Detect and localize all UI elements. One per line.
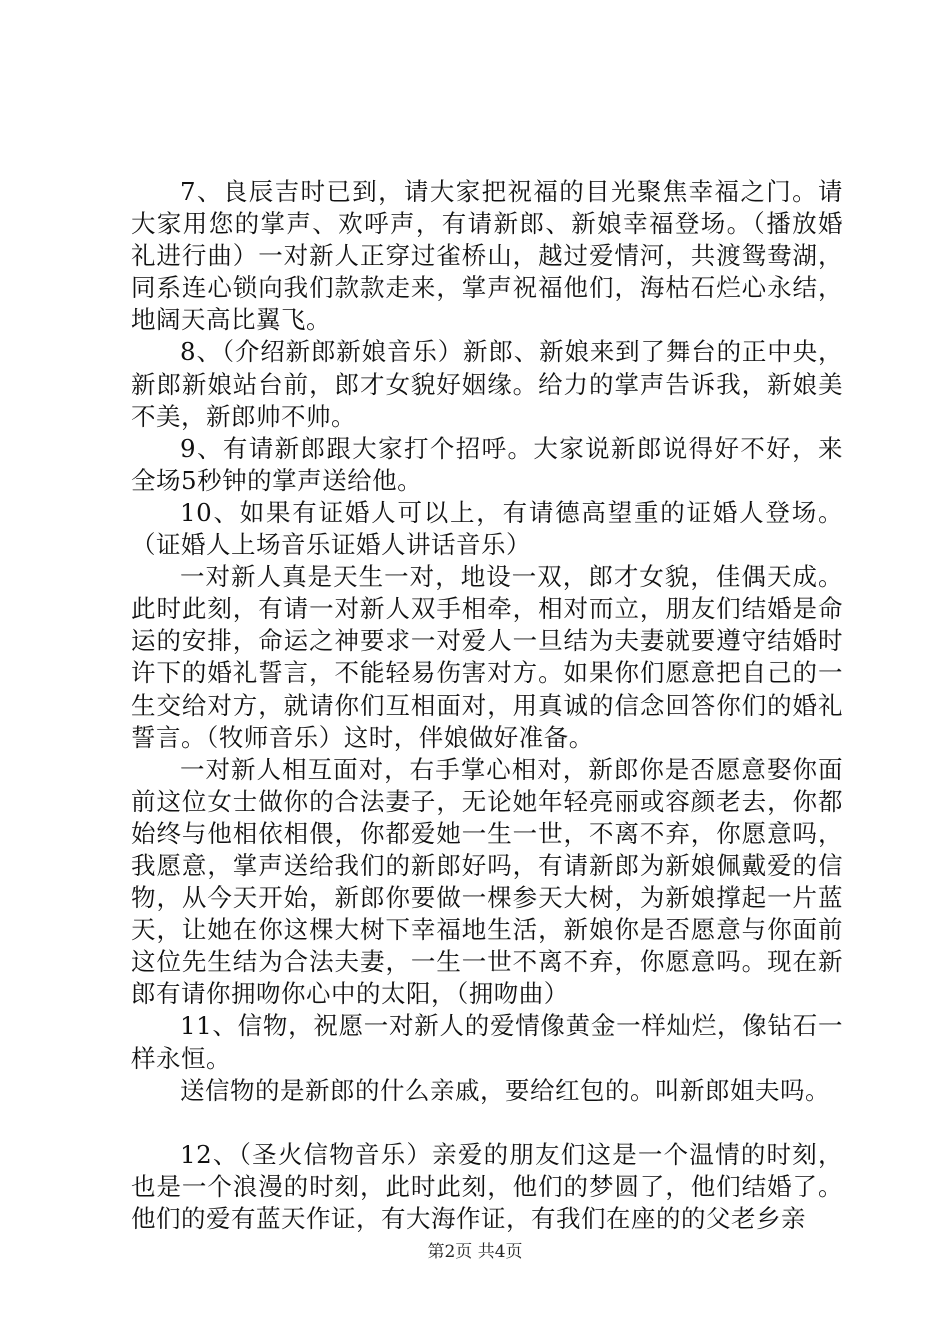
document-body [131,176,843,1235]
paragraph-9: 9、有请新郎跟大家打个招呼。大家说新郎说得好不好，来全场5秒钟的掌声送给他。 [131,433,843,495]
paragraph-12: 12、（圣火信物音乐）亲爱的朋友们这是一个温情的时刻，也是一个浪漫的时刻，此时此刻，他们的梦圆了，他们结婚了。他们的爱有蓝天作证，有大海作证，有我们在座的的父老乡亲 [131,1139,843,1233]
page-footer: 第2页 共4页 [427,1242,523,1262]
paragraph-couple-vows-intro: 一对新人真是天生一对，地设一双，郎才女貌，佳偶天成。此时此刻，有请一对新人双手相牵，相对而立，朋友们结婚是命运的安排，命运之神要求一对爱人一旦结为夫妻就要遵守结婚时许下的婚礼誓言，不能轻易伤害对方。如果你们愿意把自己的一生交给对方，就请你们互相面对，用真诚的信念回答你们的婚礼誓言。（牧师音乐）这时，伴娘做好准备。 [131,562,843,752]
paragraph-token-giver: 送信物的是新郎的什么亲戚，要给红包的。叫新郎姐夫吗。 [180,1075,830,1105]
paragraph-10: 10、如果有证婚人可以上，有请德高望重的证婚人登场。（证婚人上场音乐证婚人讲话音乐） [131,497,843,560]
paragraph-7: 7、良辰吉时已到，请大家把祝福的目光聚焦幸福之门。请大家用您的掌声、欢呼声，有请新郎、新娘幸福登场。（播放婚礼进行曲）一对新人正穿过雀桥山，越过爱情河，共渡鸳鸯湖，同系连心锁向我们款款走来，掌声祝福他们，海枯石烂心永结，地阔天高比翼飞。 [131,177,843,335]
paragraph-8: 8、（介绍新郎新娘音乐）新郎、新娘来到了舞台的正中央，新郎新娘站台前，郎才女貌好姻缘。给力的掌声告诉我，新娘美不美，新郎帅不帅。 [131,337,843,431]
paragraph-couple-vows: 一对新人相互面对，右手掌心相对，新郎你是否愿意娶你面前这位女士做你的合法妻子，无论她年轻亮丽或容颜老去，你都始终与他相依相偎，你都爱她一生一世，不离不弃，你愿意吗，我愿意，掌声送给我们的新郎好吗，有请新郎为新娘佩戴爱的信物，从今天开始，新郎你要做一棵参天大树，为新娘撑起一片蓝天，让她在你这棵大树下幸福地生活，新娘你是否愿意与你面前这位先生结为合法夫妻，一生一世不离不弃，你愿意吗。现在新郎有请你拥吻你心中的太阳，（拥吻曲） [131,754,843,1009]
paragraph-11: 11、信物，祝愿一对新人的爱情像黄金一样灿烂，像钻石一样永恒。 [131,1011,843,1073]
